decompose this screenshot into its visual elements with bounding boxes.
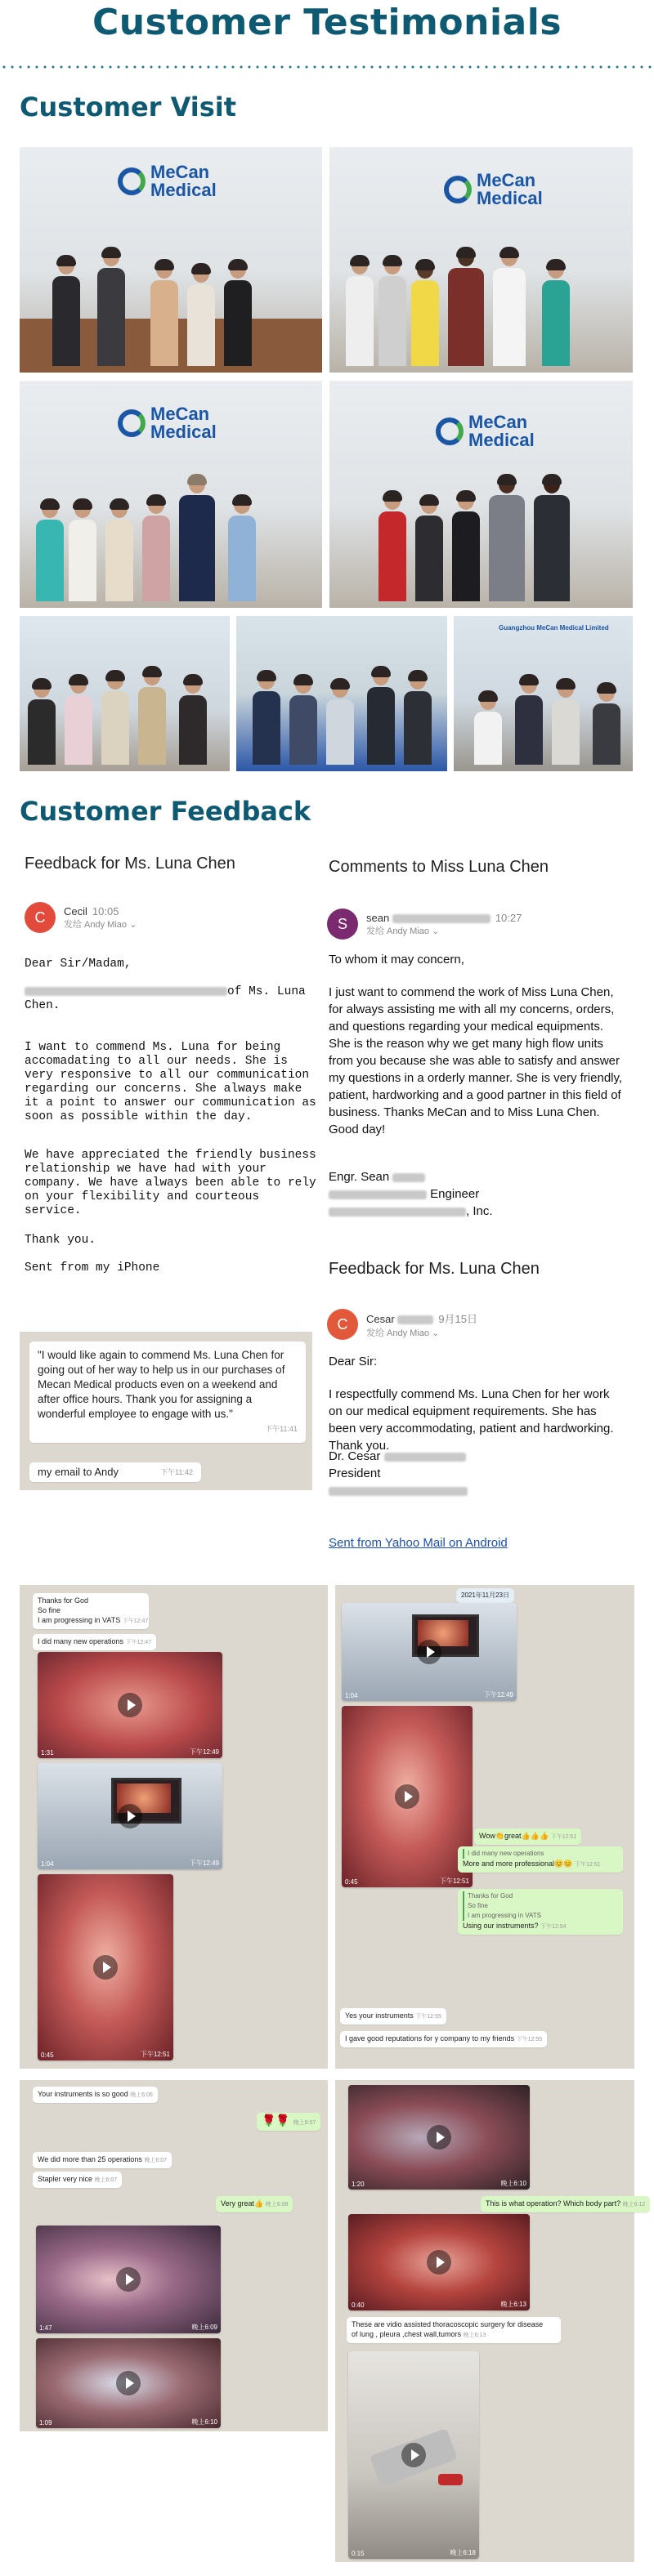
cecil-paragraph-1: I want to commend Ms. Luna for being accomadating to all our needs. She is very responsive to all our communication regarding our concerns. She always make it a point to answer our communication as soon as possible within the day.	[25, 1041, 324, 1123]
sender-name: Cecil	[64, 904, 87, 917]
visit-photo-6	[236, 616, 447, 771]
play-icon[interactable]	[118, 1693, 142, 1717]
play-icon[interactable]	[401, 2443, 426, 2467]
sean-body: I just want to commend the work of Miss Luna Chen, for always assisting me with all my concerns, orders, and questions regarding your medical equipments. She is the reason why we get many high flow units from you because she was able to satisfy and answer my questions in a orderly manner. She is very friendly, patient, hardworking and a good partner in this field of business. Thanks MeCan and to Miss Luna Chen. Good day!	[329, 985, 623, 1136]
sean-card-title: Comments to Miss Luna Chen	[329, 858, 549, 876]
brand-banner: Guangzhou MeCan Medical Limited	[499, 624, 609, 632]
mecan-logo: MeCan Medical	[118, 163, 216, 199]
email-time: 10:27	[495, 911, 522, 924]
video-message[interactable]: 1:47 晚上6:09	[36, 2226, 221, 2333]
play-icon[interactable]	[93, 1955, 118, 1980]
visit-photo-1	[20, 147, 322, 373]
chat-message: Your instruments is so good 晚上6:06	[33, 2087, 158, 2103]
page-title: Customer Testimonials	[92, 2, 562, 43]
chat-screenshot-3	[20, 2080, 328, 2431]
cecil-signoff: Sent from my iPhone	[25, 1261, 160, 1275]
visit-photo-2	[329, 147, 633, 373]
play-icon[interactable]	[395, 1784, 419, 1809]
cecil-intro: of Ms. Luna Chen.	[25, 985, 313, 1012]
avatar: C	[25, 902, 56, 933]
cesar-email-header	[327, 1309, 477, 1340]
mecan-logo: MeCan Medical	[436, 413, 534, 449]
visit-photo-3	[20, 381, 322, 608]
video-message[interactable]: 1:04 下午12:49	[38, 1763, 222, 1869]
video-message[interactable]: 1:09 晚上6:10	[36, 2338, 221, 2428]
chat-bubble-quote: "I would like again to commend Ms. Luna Chen for going out of her way to help us in our purchases of Mecan Medical products even on a weekend and after office hours. Thank you for assigning a wonderful employee to engage with us." 下午11:41	[29, 1342, 306, 1443]
chat-message: Yes your instruments 下午12:55	[340, 2008, 446, 2025]
recipient-line: 发给 Andy Miao	[366, 1328, 430, 1338]
play-icon[interactable]	[417, 1640, 441, 1664]
sean-signature: Engr. Sean Engineer , Inc.	[329, 1170, 493, 1218]
chat-message: Wow👏great👍👍👍 下午12:51	[474, 1828, 581, 1845]
cecil-greeting: Dear Sir/Madam,	[25, 958, 132, 971]
chat-screenshot-2	[335, 1585, 634, 2069]
video-message[interactable]: 0:15 晚上6:18	[348, 2351, 479, 2559]
section-title-customer-visit: Customer Visit	[20, 92, 237, 123]
chat-message: Thanks for God So fine I am progressing in VATS 下午12:47	[33, 1593, 149, 1629]
chat-message: Stapler very nice 晚上6:07	[33, 2172, 122, 2188]
avatar: C	[327, 1309, 358, 1340]
cesar-signature: Dr. Cesar President	[329, 1448, 625, 1499]
play-icon[interactable]	[116, 2371, 141, 2395]
play-icon[interactable]	[427, 2250, 451, 2275]
sender-name: sean	[366, 911, 390, 924]
video-message[interactable]: 0:40 晚上6:13	[348, 2214, 530, 2310]
mecan-logo: MeCan Medical	[444, 172, 542, 208]
email-time: 9月15日	[438, 1312, 478, 1325]
video-message[interactable]: 1:04 下午12:49	[342, 1603, 517, 1701]
chat-screenshot-4	[335, 2080, 646, 2562]
cesar-greeting: Dear Sir:	[329, 1355, 378, 1368]
chat-message: Very great👍 晚上6:08	[216, 2196, 293, 2212]
chat-message: Thanks for God So fine I am progressing in VATS Using our instruments? 下午12:54	[458, 1889, 623, 1935]
cesar-card-title: Feedback for Ms. Luna Chen	[329, 1260, 540, 1278]
yahoo-mail-link[interactable]: Sent from Yahoo Mail on Android	[329, 1536, 508, 1550]
chat-message: 🌹🌹 晚上6:07	[257, 2113, 320, 2131]
sean-email-header	[327, 909, 522, 940]
avatar: S	[327, 909, 358, 940]
video-message[interactable]: 0:45 下午12:51	[342, 1706, 473, 1887]
sender-name: Cesar	[366, 1312, 395, 1325]
cecil-paragraph-2: We have appreciated the friendly business relationship we have had with your company. We have always been able to rely on your flexibility and courteous service.	[25, 1149, 324, 1217]
video-message[interactable]: 1:31 下午12:49	[38, 1652, 222, 1758]
dotted-divider	[0, 65, 654, 69]
sean-greeting: To whom it may concern,	[329, 953, 464, 967]
chevron-down-icon[interactable]: ⌄	[432, 926, 440, 936]
chat-message: I did many new operations More and more professional😊😊 下午12:51	[458, 1846, 623, 1873]
recipient-line: 发给 Andy Miao	[64, 919, 128, 930]
chat-message: These are vidio assisted thoracoscopic surgery for disease of lung , pleura ,chest wall,tumors 晚上6:13	[347, 2317, 561, 2343]
play-icon[interactable]	[427, 2125, 451, 2150]
recipient-line: 发给 Andy Miao	[366, 926, 430, 936]
chevron-down-icon[interactable]: ⌄	[129, 919, 137, 930]
chevron-down-icon[interactable]: ⌄	[432, 1328, 440, 1338]
cesar-body: I respectfully commend Ms. Luna Chen for her work on our medical equipment requirements. She has been very accommodating, patient and hardworking. Thank you.	[329, 1387, 614, 1453]
chat-quote-screenshot	[20, 1332, 312, 1490]
chat-message: I gave good reputations for y company to my friends 下午12:55	[340, 2031, 547, 2047]
mecan-logo: MeCan Medical	[118, 405, 216, 441]
chat-screenshot-1	[20, 1585, 328, 2069]
visit-photo-4	[329, 381, 633, 608]
chat-message: We did more than 25 operations 晚上6:07	[33, 2152, 172, 2168]
email-time: 10:05	[92, 904, 119, 917]
chat-message: This is what operation? Which body part? 晚上6:12	[481, 2196, 650, 2212]
cecil-thanks: Thank you.	[25, 1234, 96, 1247]
video-message[interactable]: 0:45 下午12:51	[38, 1874, 173, 2060]
visit-photo-7	[454, 616, 633, 771]
chat-date: 2021年11月23日	[456, 1588, 514, 1603]
visit-photo-5	[20, 616, 230, 771]
play-icon[interactable]	[116, 2267, 141, 2292]
chat-message: I did many new operations 下午12:47	[33, 1634, 156, 1650]
video-message[interactable]: 1:20 晚上6:10	[348, 2085, 530, 2190]
section-title-customer-feedback: Customer Feedback	[20, 796, 311, 827]
cecil-card-title: Feedback for Ms. Luna Chen	[25, 855, 235, 873]
cecil-email-header	[25, 902, 137, 933]
play-icon[interactable]	[118, 1804, 142, 1828]
chat-bubble-reply: my email to Andy 下午11:42	[29, 1462, 201, 1482]
